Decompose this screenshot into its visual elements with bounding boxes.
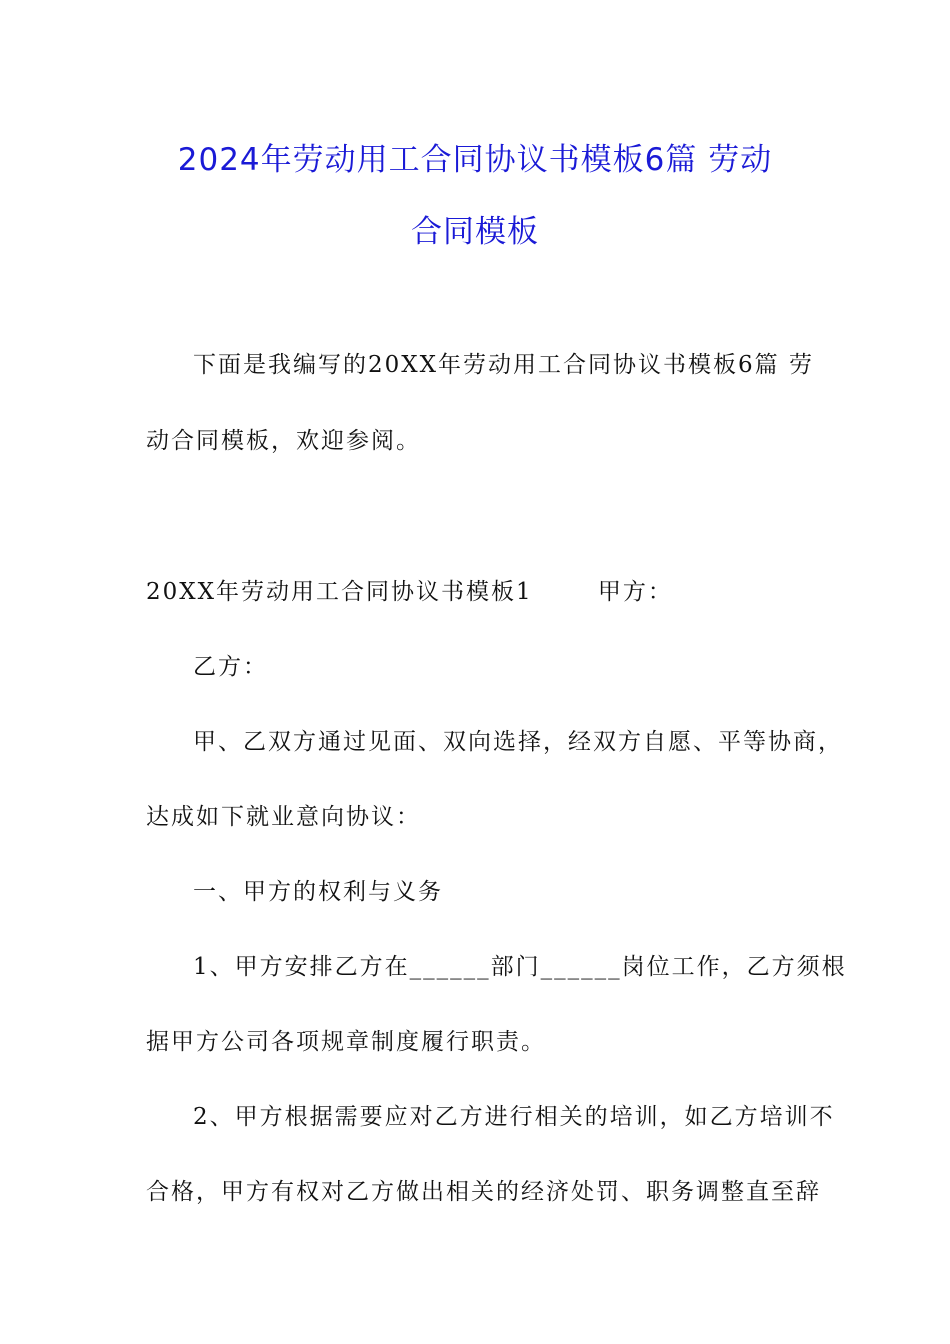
clause-1-line-2: 据甲方公司各项规章制度履行职责。: [146, 1029, 546, 1055]
party-b-label: 乙方：: [193, 654, 268, 680]
intro-paragraph-line-1: 下面是我编写的20XX年劳动用工合同协议书模板6篇 劳: [193, 352, 814, 378]
clause-1-line-1: 1、甲方安排乙方在______部门______岗位工作，乙方须根: [193, 954, 847, 980]
document-title-line-2: 合同模板: [411, 214, 539, 250]
intro-paragraph-line-2: 动合同模板，欢迎参阅。: [146, 428, 421, 454]
agreement-paragraph-line-1: 甲、乙双方通过见面、双向选择，经双方自愿、平等协商，: [193, 729, 843, 755]
section-heading-template-1: 20XX年劳动用工合同协议书模板1 甲方：: [146, 579, 673, 605]
clause-heading-party-a: 一、甲方的权利与义务: [193, 879, 443, 905]
agreement-paragraph-line-2: 达成如下就业意向协议：: [146, 804, 421, 830]
document-title-line-1: 2024年劳动用工合同协议书模板6篇 劳动: [177, 142, 773, 178]
clause-2-line-1: 2、甲方根据需要应对乙方进行相关的培训，如乙方培训不: [193, 1104, 835, 1130]
clause-2-line-2: 合格，甲方有权对乙方做出相关的经济处罚、职务调整直至辞: [146, 1179, 821, 1205]
